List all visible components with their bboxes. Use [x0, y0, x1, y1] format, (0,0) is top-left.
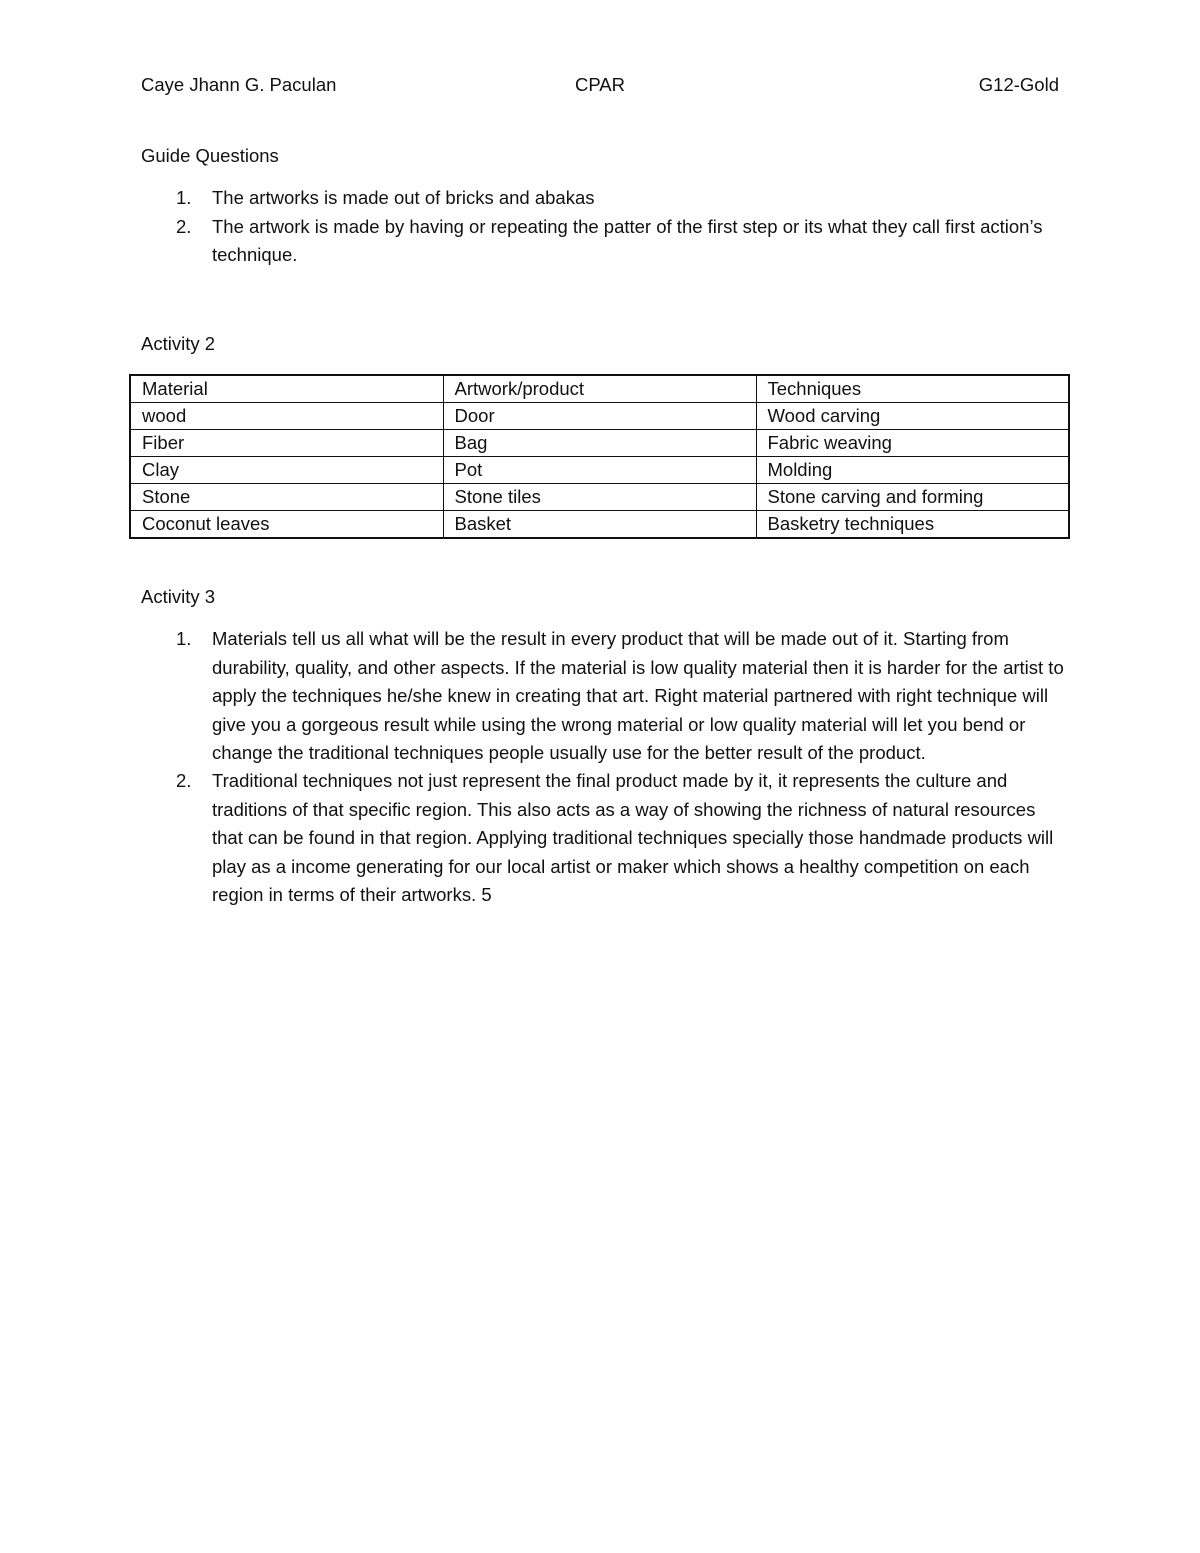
- table-cell: Stone: [130, 484, 443, 511]
- list-item: [141, 184, 1071, 212]
- column-header: Artwork/product: [443, 375, 756, 403]
- list-item: [141, 767, 1071, 909]
- guide-questions-list: [141, 184, 1071, 269]
- list-item-text: Materials tell us all what will be the result in every product that will be made out of it. Starting from durability, quality, and other aspects. If the material is low quality material then it is harder for the artist to apply the techniques he/she knew in creating that art. Right material partnered with right technique will give you a gorgeous result while using the wrong material or low quality material will let you bend or change the traditional techniques people usually use for the better result of the product.: [212, 628, 1064, 764]
- table-cell: Fabric weaving: [756, 430, 1069, 457]
- table-cell: Pot: [443, 457, 756, 484]
- table-cell: Stone tiles: [443, 484, 756, 511]
- list-item-text: Traditional techniques not just represent the final product made by it, it represents the culture and traditions of that specific region. This also acts as a way of showing the richness of natural resources that can be found in that region. Applying traditional techniques specially those handmade products will play as a income generating for our local artist or maker which shows a healthy competition on each region in terms of their artworks. 5: [212, 770, 1054, 906]
- page-header: [141, 74, 1059, 98]
- list-item: [141, 213, 1071, 270]
- student-name: Caye Jhann G. Paculan: [141, 74, 337, 95]
- column-header: Techniques: [756, 375, 1069, 403]
- list-item-number: 1.: [176, 187, 192, 209]
- document-body: [141, 142, 1071, 910]
- table-cell: Coconut leaves: [130, 511, 443, 539]
- table-cell: Basket: [443, 511, 756, 539]
- activity-3-list: [141, 625, 1071, 909]
- table-row: [130, 511, 1069, 539]
- subject-title: CPAR: [574, 74, 626, 95]
- table-cell: wood: [130, 403, 443, 430]
- list-item-number: 1.: [176, 628, 192, 650]
- materials-table: [129, 374, 1070, 539]
- table-cell: Clay: [130, 457, 443, 484]
- activity-3-heading: Activity 3: [141, 586, 216, 608]
- list-item: [141, 625, 1071, 767]
- list-item-number: 2.: [176, 215, 192, 237]
- table-cell: Basketry techniques: [756, 511, 1069, 539]
- table-row: [130, 484, 1069, 511]
- table-cell: Bag: [443, 430, 756, 457]
- table-cell: Door: [443, 403, 756, 430]
- table-row: [130, 457, 1069, 484]
- list-item-text: The artworks is made out of bricks and abakas: [212, 187, 595, 209]
- table-cell: Fiber: [130, 430, 443, 457]
- table-header-row: [130, 375, 1069, 403]
- guide-questions-heading: Guide Questions: [141, 145, 279, 166]
- section-label: G12-Gold: [978, 74, 1059, 95]
- table-cell: Molding: [756, 457, 1069, 484]
- list-item-text: The artwork is made by having or repeating the patter of the first step or its what they call first action’s technique.: [212, 215, 1043, 266]
- activity-2-heading: Activity 2: [141, 332, 216, 354]
- column-header: Material: [130, 375, 443, 403]
- table-row: [130, 430, 1069, 457]
- table-cell: Stone carving and forming: [756, 484, 1069, 511]
- list-item-number: 2.: [176, 770, 192, 792]
- table-cell: Wood carving: [756, 403, 1069, 430]
- table-row: [130, 403, 1069, 430]
